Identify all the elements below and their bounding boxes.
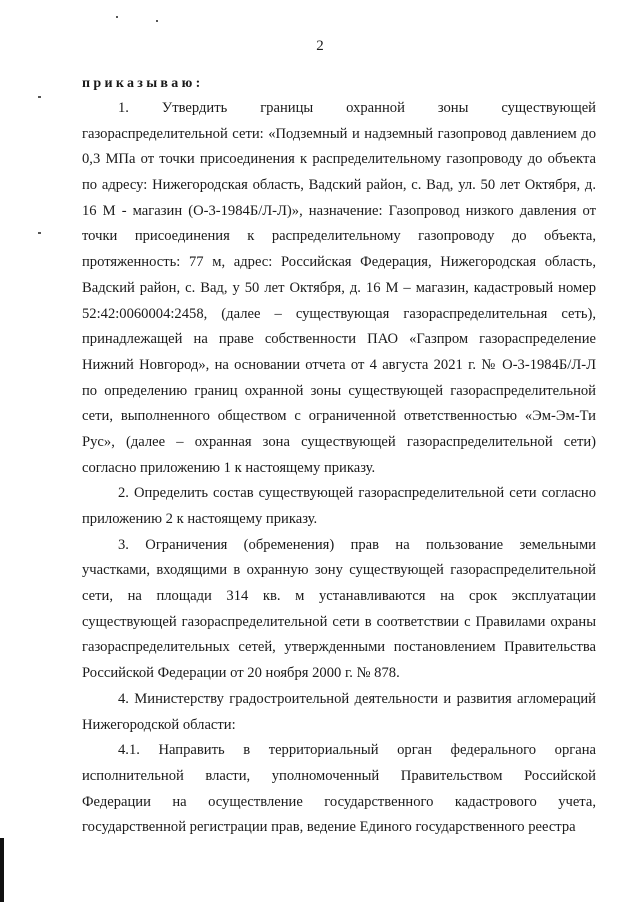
paragraph-line: 2. Определить состав существующей газораспределительной сети согласно	[118, 485, 596, 502]
paragraph-line: 0,3 МПа от точки присоединения к распределительному газопроводу до объекта	[82, 151, 596, 168]
paragraph-line: протяженность: 77 м, адрес: Российская Федерация, Нижегородская область,	[82, 254, 596, 271]
paragraph-line: Нижегородской области:	[82, 716, 236, 733]
paragraph-line: Вадский район, с. Вад, у 50 лет Октября, д. 16 М – магазин, кадастровый номер	[82, 279, 596, 296]
paragraph-line: принадлежащей на праве собственности ПАО «Газпром газораспределение	[82, 331, 596, 348]
paragraph-line: по определению границ охранной зоны существующей газораспределительной	[82, 382, 596, 399]
paragraph-line: сети, выполненного обществом с ограниченной ответственностью «Эм-Эм-Ти	[82, 408, 596, 425]
paragraph-line: газораспределительных сетей, утвержденными постановлением Правительства	[82, 639, 596, 656]
paragraph-line: сети, на площади 314 кв. м устанавливаются на срок эксплуатации	[82, 588, 596, 605]
page-heading: приказываю:	[82, 76, 204, 91]
margin-mark	[38, 96, 41, 98]
paragraph-line: Рус», (далее – охранная зона существующей газораспределительной сети)	[82, 433, 596, 450]
paragraph-line: 1. Утвердить границы охранной зоны существующей	[118, 100, 596, 116]
paragraph-line: государственной регистрации прав, ведение Единого государственного реестра	[82, 819, 576, 836]
paragraph-line: газораспределительной сети: «Подземный и надземный газопровод давлением до	[82, 125, 596, 142]
paragraph-line: Российской Федерации от 20 ноября 2000 г. № 878.	[82, 665, 400, 682]
left-margin-bar	[0, 838, 4, 902]
paragraph-line: 4.1. Направить в территориальный орган федерального органа	[118, 742, 596, 759]
margin-mark	[116, 16, 118, 18]
margin-mark	[156, 20, 158, 22]
paragraph-line: 3. Ограничения (обременения) прав на пользование земельными	[118, 536, 596, 553]
page-number: 2	[316, 38, 324, 54]
paragraph-line: точки присоединения к распределительному газопроводу до объекта,	[82, 228, 596, 245]
margin-mark	[38, 232, 41, 234]
document-body	[82, 96, 596, 841]
paragraph-line: существующей газораспределительной сети в соответствии с Правилами охраны	[82, 613, 596, 630]
paragraph-line: Нижний Новгород», на основании отчета от 4 августа 2021 г. № О-3-1984Б/Л-Л	[82, 356, 596, 373]
paragraph-line: согласно приложению 1 к настоящему приказу.	[82, 459, 376, 476]
paragraph-line: приложению 2 к настоящему приказу.	[82, 511, 318, 527]
paragraph-line: Федерации на осуществление государственного кадастрового учета,	[82, 793, 596, 810]
paragraph-line: участками, входящими в охранную зону существующей газораспределительной	[82, 562, 596, 579]
paragraph-line: 16 М - магазин (О-3-1984Б/Л-Л)», назначение: Газопровод низкого давления от	[82, 202, 596, 219]
paragraph-line: 52:42:0060004:2458, (далее – существующая газораспределительная сеть),	[82, 305, 596, 322]
paragraph-line: 4. Министерству градостроительной деятельности и развития агломераций	[118, 690, 596, 707]
paragraph-line: по адресу: Нижегородская область, Вадский район, с. Вад, ул. 50 лет Октября, д.	[82, 177, 596, 194]
paragraph-line: исполнительной власти, уполномоченный Правительством Российской	[82, 767, 596, 784]
